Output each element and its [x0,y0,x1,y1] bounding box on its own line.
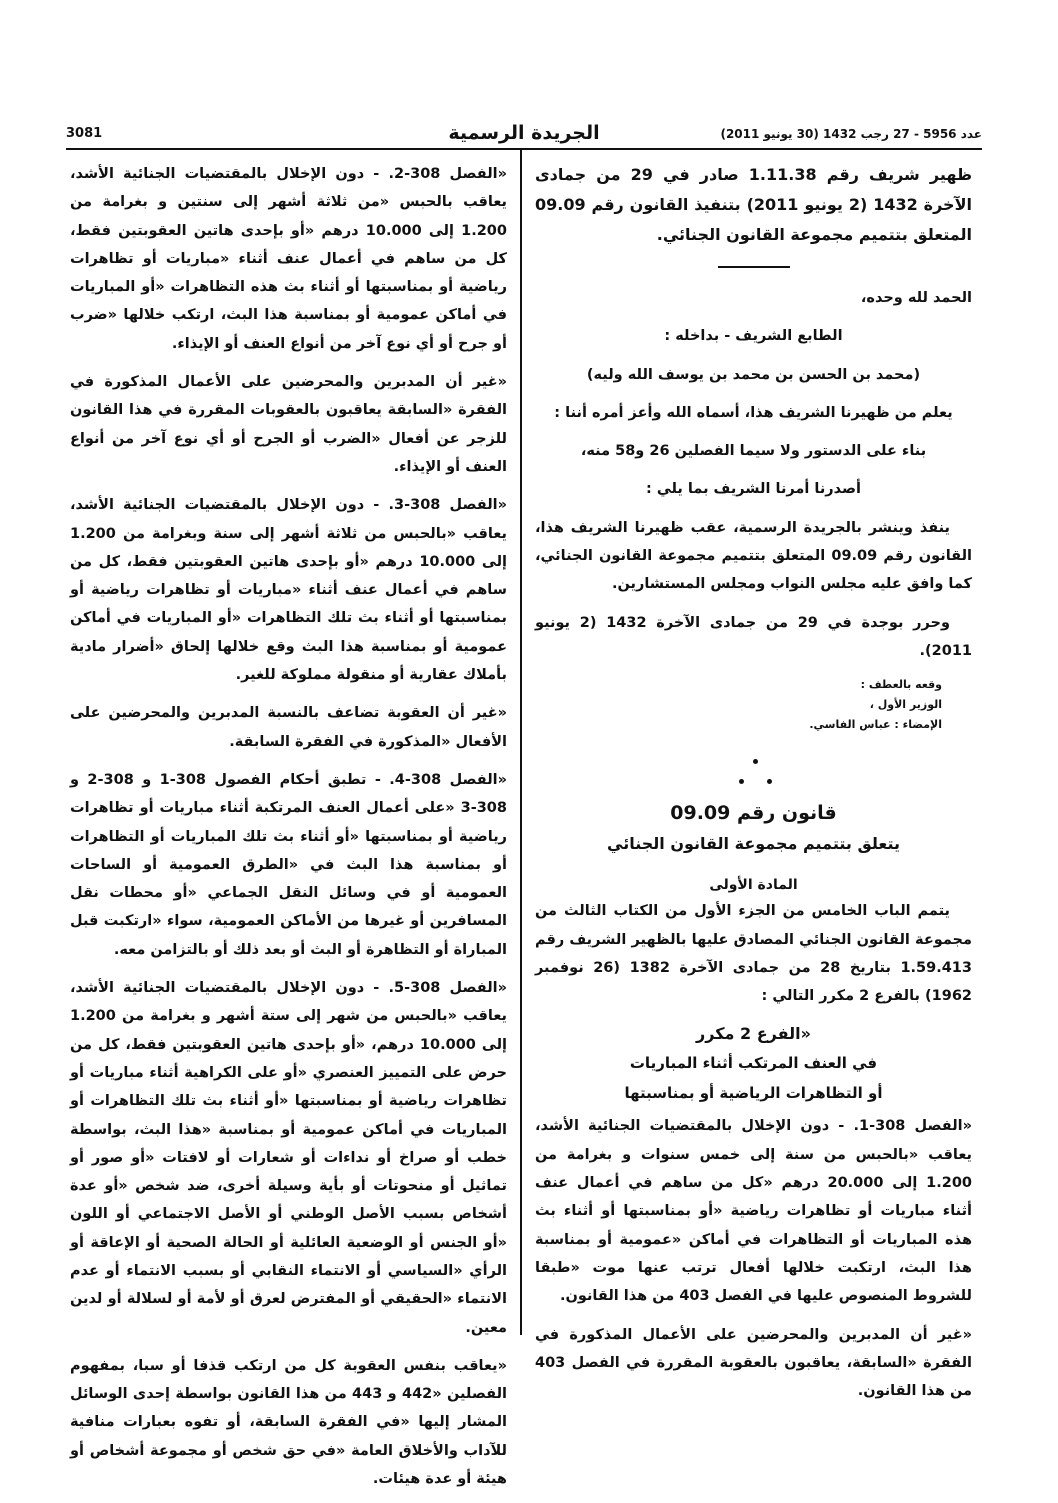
running-header [66,122,982,150]
section-subheading: أو التظاهرات الرياضية أو بمناسبتها [624,1084,883,1103]
article-308-5: «الفصل 308-5. - دون الإخلال بالمقتضيات الجنائية الأشد، يعاقب «بالحبس من شهر إلى ستة أشهر و بغرامة من 1.200 إلى 10.000 درهم، «أو بإحدى هاتين العقوبتين فقط، كل من حرض على التمييز العنصري «أو على الكراهية أثناء مباريات أو تظاهرات رياضية أو بمناسبتها «أو أثناء بث تلك التظاهرات أو المباريات في أماكن عمومية أو بمناسبة «هذا البث، بواسطة خطب أو صراخ أو نداءات أو شعارات أو لافتات «أو صور أو تماثيل أو منحوتات أو بأية وسيلة أخرى، ضد شخص «أو عدة أشخاص بسبب الأصل الوطني أو الأصل الاجتماعي أو اللون «أو الجنس أو الوضعية العائلية أو الحالة الصحية أو الإعاقة أو الرأي «السياسي أو الانتماء النقابي أو بسبب الانتماء أو عدم الانتماء «الحقيقي أو المفترض لعرق أو لأمة أو لسلالة أو لدين معين. [70,980,507,1336]
article-308-3: «الفصل 308-3. - دون الإخلال بالمقتضيات الجنائية الأشد، يعاقب «بالحبس من ثلاثة أشهر إلى سنة وبغرامة من 1.200 إلى 10.000 درهم «أو بإحدى هاتين العقوبتين فقط، كل من ساهم في أعمال عنف أثناء «مباريات أو تظاهرات رياضية أو بمناسبتها أو أثناء بث تلك التظاهرات «أو المباريات في أماكن عمومية أو بمناسبة هذا البث وقع خلالها إلحاق «أضرار مادية بأملاك عقارية أو منقولة مملوكة للغير. [70,497,507,684]
article-308-2-paragraph-2: «غير أن المدبرين والمحرضين على الأعمال المذكورة في الفقرة «السابقة يعاقبون بالعقوبات المقررة في هذا القانون للزجر عن أفعال «الضرب أو الجرح أو أي نوع آخر من أنواع العنف أو الإيذاء. [70,374,507,475]
article-heading: المادة الأولى [709,877,798,894]
separator-dot [739,779,744,784]
column-divider [520,150,522,1335]
order-line: أصدرنا أمرنا الشريف بما يلي : [645,481,862,498]
legal-basis-line: بناء على الدستور ولا سيما الفصلين 26 و58 منه، [580,443,927,460]
done-at-line: وحرر بوجدة في 29 من جمادى الآخرة 1432 (2 يونيو 2011). [535,614,972,659]
journal-title: الجريدة الرسمية [448,122,600,144]
countersign-title: الوزير الأول ، [869,698,942,712]
header-rule [66,148,982,150]
countersignature-block [535,675,972,735]
separator-star-bottom [535,773,972,797]
page-number: 3081 [66,126,103,141]
law-subtitle: يتعلق بتتميم مجموعة القانون الجنائي [607,834,900,854]
decree-body: ينفذ وينشر بالجريدة الرسمية، عقب ظهيرنا الشريف هذا، القانون رقم 09.09 المتعلق بتتميم مجموعة القانون الجنائي، كما وافق عليه مجلس النواب ومجلس المستشارين. [535,519,973,593]
countersign-signature: الإمضاء : عباس الفاسي. [809,718,942,732]
article-308-2: «الفصل 308-2. - دون الإخلال بالمقتضيات الجنائية الأشد، يعاقب بالحبس «من ثلاثة أشهر إلى سنتين و بغرامة من 1.200 إلى 10.000 درهم «أو بإحدى هاتين العقوبتين فقط، كل من ساهم في أعمال عنف أثناء «مباريات أو تظاهرات رياضية أو بمناسبتها أو أثناء بث هذه التظاهرات «أو المباريات في أماكن عمومية أو بمناسبة هذا البث، ارتكب خلالها «ضرب أو جرح أو أي نوع آخر من أنواع العنف أو الإيذاء. [70,166,507,352]
left-column [70,160,507,1503]
article-308-3-paragraph-2: «غير أن العقوبة تضاعف بالنسبة المدبرين والمحرضين على الأفعال «المذكورة في الفقرة السابقة. [70,705,507,750]
section-heading: «الفرع 2 مكرر [696,1024,811,1044]
countersign-label: وقعه بالعطف : [860,678,942,692]
right-column [535,160,972,1415]
separator-star-top [535,749,972,773]
king-name-line: (محمد بن الحسن بن محمد بن يوسف الله وليه) [586,366,921,383]
royal-seal-line: الطابع الشريف - بداخله : [664,328,843,345]
article-308-1: «الفصل 308-1. - دون الإخلال بالمقتضيات الجنائية الأشد، يعاقب «بالحبس من سنة إلى خمس سنوات و بغرامة من 1.200 إلى 20.000 درهم «كل من ساهم في أعمال عنف أثناء مباريات أو تظاهرات رياضية «أو بمناسبتها أو أثناء بث هذه المباريات أو التظاهرات في أماكن «عمومية أو بمناسبة هذا البث، ارتكبت خلالها أفعال ترتب عنها موت «طبقا للشروط المنصوص عليها في الفصل 403 من هذا القانون. [535,1118,973,1305]
article-308-5-paragraph-2: «يعاقب بنفس العقوبة كل من ارتكب قذفا أو سبا، بمفهوم الفصلين «442 و 443 من هذا القانون بواسطة إحدى الوسائل المشار إليها «في الفقرة السابقة، أو تفوه بعبارات منافية للآداب والأخلاق العامة «في حق شخص أو مجموعة أشخاص أو هيئة أو عدة هيئات. [70,1357,507,1488]
article-308-1-paragraph-2: «غير أن المدبرين والمحرضين على الأعمال المذكورة في الفقرة «السابقة، يعاقبون بالعقوبة المقررة في الفصل 403 من هذا القانون. [535,1326,972,1400]
separator-dot [753,759,758,764]
announcement-line: يعلم من ظهيرنا الشريف هذا، أسماه الله وأعز أمره أننا : [554,404,953,421]
section-subheading: في العنف المرتكب أثناء المباريات [629,1054,878,1073]
law-title: قانون رقم 09.09 [670,802,837,825]
article-one-text: يتمم الباب الخامس من الجزء الأول من الكتاب الثالث من مجموعة القانون الجنائي المصادق عليها بالظهير الشريف رقم 1.59.413 بتاريخ 28 من جمادى الآخرة 1382 (26 نوفمبر 1962) بالفرع 2 مكرر التالي : [535,903,972,1005]
article-308-4: «الفصل 308-4. - تطبق أحكام الفصول 308-1 و 308-2 و 308-3 «على أعمال العنف المرتكبة أثناء مباريات أو تظاهرات رياضية أو بمناسبتها «أو أثناء بث تلك المباريات أو التظاهرات أو بمناسبة هذا البث في «الطرق العمومية أو الساحات العمومية أو في وسائل النقل الجماعي «أو محطات نقل المسافرين أو غيرها من الأماكن العمومية، سواء «ارتكبت قبل المباراة أو التظاهرة أو البث أو بعد ذلك أو بالتزامن معه. [70,771,508,958]
decree-title: ظهير شريف رقم 1.11.38 صادر في 29 من جمادى الآخرة 1432 (2 يونيو 2011) بتنفيذ القانون رقم 09.09 المتعلق بتتميم مجموعة القانون الجنائي. [535,165,973,244]
issue-line: عدد 5956 - 27 رجب 1432 (30 يونيو 2011) [720,127,982,141]
separator-dot [767,779,772,784]
praise-line: الحمد لله وحده، [860,290,972,306]
title-rule [718,266,790,268]
